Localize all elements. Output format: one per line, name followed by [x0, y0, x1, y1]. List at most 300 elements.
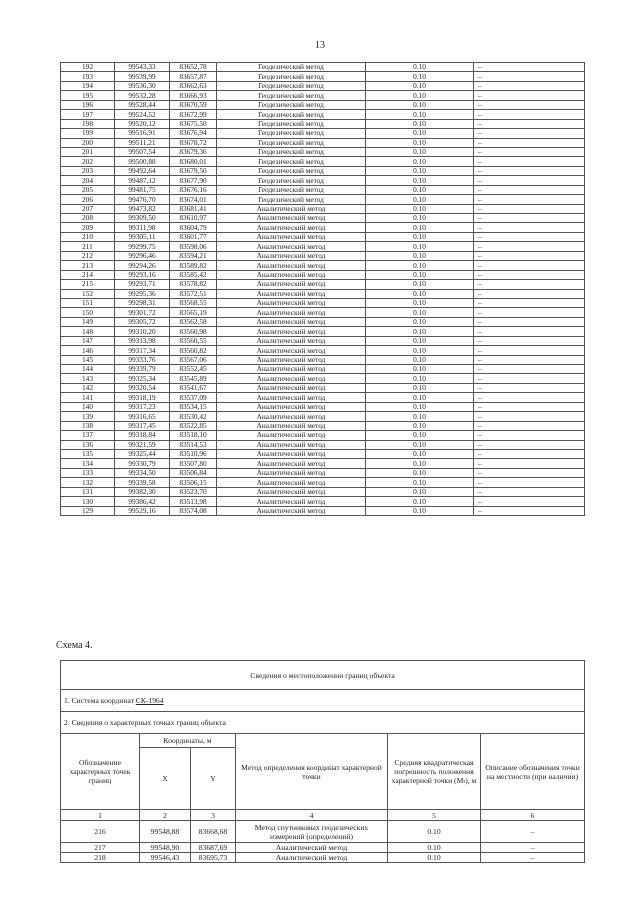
table-cell: 0.10	[366, 365, 474, 374]
table-cell: 99334,50	[115, 468, 170, 477]
table-cell: –	[474, 289, 585, 298]
table-cell: 148	[61, 327, 115, 336]
table-cell: –	[474, 327, 585, 336]
table-cell: 83594,21	[170, 251, 217, 260]
table-cell: Геодезический метод	[217, 63, 366, 72]
table-cell: –	[474, 346, 585, 355]
table-cell: 99330,79	[115, 459, 170, 468]
table-row	[61, 506, 585, 515]
table-cell: 99309,50	[115, 214, 170, 223]
table-cell: 99520,12	[115, 119, 170, 128]
table-cell: 144	[61, 365, 115, 374]
table-cell: Геодезический метод	[217, 157, 366, 166]
table-cell: 99293,71	[115, 280, 170, 289]
table-cell: 99473,82	[115, 204, 170, 213]
table-cell: 99339,79	[115, 365, 170, 374]
table-row	[61, 63, 585, 72]
table-row	[61, 449, 585, 458]
table-cell: 83518,10	[170, 431, 217, 440]
table-cell: 83560,98	[170, 327, 217, 336]
table-cell: Аналитический метод	[236, 853, 388, 863]
table-cell: 83545,89	[170, 374, 217, 383]
table-cell: 0.10	[366, 138, 474, 147]
table-cell: 202	[61, 157, 115, 166]
table-cell: 99536,30	[115, 81, 170, 90]
table-row	[61, 440, 585, 449]
table-cell: Аналитический метод	[217, 440, 366, 449]
table-cell: Аналитический метод	[217, 402, 366, 411]
table-cell: 207	[61, 204, 115, 213]
table-cell: 212	[61, 251, 115, 260]
table-cell: 0.10	[366, 383, 474, 392]
table-row	[61, 487, 585, 496]
table-cell: Геодезический метод	[217, 81, 366, 90]
table-cell: 83567,06	[170, 355, 217, 364]
table-cell: –	[474, 242, 585, 251]
table-cell: 99311,98	[115, 223, 170, 232]
table-cell: 209	[61, 223, 115, 232]
table-cell: 99305,72	[115, 317, 170, 326]
table-cell: 83552,45	[170, 365, 217, 374]
table-cell: Аналитический метод	[217, 308, 366, 317]
table-cell: –	[474, 431, 585, 440]
table-cell: 151	[61, 298, 115, 307]
table-cell: –	[474, 251, 585, 260]
table-cell: 99325,34	[115, 374, 170, 383]
table-cell: Геодезический метод	[217, 195, 366, 204]
table-cell: 99543,33	[115, 63, 170, 72]
table-cell: 210	[61, 232, 115, 241]
table-cell: –	[474, 440, 585, 449]
table-cell: –	[474, 459, 585, 468]
table-row	[61, 327, 585, 336]
table-cell: 0.10	[366, 100, 474, 109]
coordinate-system-name: СК-1964	[135, 696, 164, 705]
table-cell: 205	[61, 185, 115, 194]
table-cell: 99293,16	[115, 270, 170, 279]
table-cell: Аналитический метод	[217, 251, 366, 260]
table-row	[61, 365, 585, 374]
table-cell: 213	[61, 261, 115, 270]
table-cell: –	[474, 497, 585, 506]
table-row	[61, 214, 585, 223]
table-cell: 0.10	[366, 63, 474, 72]
table-cell: 0.10	[366, 317, 474, 326]
table-cell: 141	[61, 393, 115, 402]
table-cell: 83657,87	[170, 72, 217, 81]
header-description: Описание обозначения точки на местности (при наличии)	[481, 734, 585, 810]
table-cell: 83670,59	[170, 100, 217, 109]
table-row	[61, 270, 585, 279]
table-cell: Аналитический метод	[217, 431, 366, 440]
table-cell: 146	[61, 346, 115, 355]
column-number: 2	[140, 810, 191, 821]
coordinate-system	[61, 690, 585, 712]
table-cell: 194	[61, 81, 115, 90]
table-cell: 0.10	[366, 185, 474, 194]
table-cell: 99313,98	[115, 336, 170, 345]
table-cell: 99382,30	[115, 487, 170, 496]
table-cell: Аналитический метод	[217, 327, 366, 336]
table-row	[61, 147, 585, 156]
table-cell: 83560,82	[170, 346, 217, 355]
table-row	[61, 431, 585, 440]
table-cell: 83585,42	[170, 270, 217, 279]
table-cell: 0.10	[366, 478, 474, 487]
table-row	[61, 185, 585, 194]
table-row	[61, 261, 585, 270]
table-cell: –	[474, 402, 585, 411]
table-cell: 130	[61, 497, 115, 506]
table-cell: 99524,52	[115, 110, 170, 119]
table-cell: 99476,70	[115, 195, 170, 204]
table-cell: 0.10	[366, 242, 474, 251]
table-cell: 0.10	[366, 346, 474, 355]
column-number: 3	[191, 810, 236, 821]
table-row	[61, 459, 585, 468]
table-cell: Аналитический метод	[217, 497, 366, 506]
table-cell: 216	[61, 821, 140, 843]
table-cell: 129	[61, 506, 115, 515]
table-cell: Аналитический метод	[217, 468, 366, 477]
table-cell: Аналитический метод	[217, 261, 366, 270]
table-cell: 0.10	[366, 393, 474, 402]
column-number: 6	[481, 810, 585, 821]
table-cell: –	[474, 147, 585, 156]
table-cell: 0.10	[366, 308, 474, 317]
table-cell: 99294,26	[115, 261, 170, 270]
column-number: 4	[236, 810, 388, 821]
table-cell: Аналитический метод	[217, 506, 366, 515]
table-cell: 0.10	[388, 853, 481, 863]
table-cell: 83530,42	[170, 412, 217, 421]
coordinates-table	[60, 62, 585, 516]
table-cell: 0.10	[366, 270, 474, 279]
table-cell: Геодезический метод	[217, 119, 366, 128]
table-cell: 0.10	[366, 119, 474, 128]
table-row	[61, 421, 585, 430]
table-cell: 99511,21	[115, 138, 170, 147]
table-cell: 83560,55	[170, 336, 217, 345]
table-cell: 0.10	[366, 412, 474, 421]
table-cell: 83598,06	[170, 242, 217, 251]
table-cell: 0.10	[366, 468, 474, 477]
table-cell: 199	[61, 129, 115, 138]
table-row	[61, 298, 585, 307]
table-cell: 138	[61, 421, 115, 430]
table-cell: Аналитический метод	[217, 365, 366, 374]
table-row	[61, 166, 585, 175]
table-cell: Аналитический метод	[217, 242, 366, 251]
table-cell: 83676,16	[170, 185, 217, 194]
table-cell: 203	[61, 166, 115, 175]
table-cell: –	[474, 166, 585, 175]
table-row	[61, 232, 585, 241]
table-cell: 83601,77	[170, 232, 217, 241]
column-numbers-row	[61, 810, 585, 821]
table-cell: 140	[61, 402, 115, 411]
table-cell: Геодезический метод	[217, 129, 366, 138]
table-cell: 147	[61, 336, 115, 345]
table-cell: Аналитический метод	[217, 232, 366, 241]
table-row	[61, 119, 585, 128]
table-cell: Аналитический метод	[217, 421, 366, 430]
table-cell: 143	[61, 374, 115, 383]
header-coordinates: Координаты, м	[140, 734, 236, 748]
table-cell: –	[474, 336, 585, 345]
table-cell: 83572,51	[170, 289, 217, 298]
table-cell: 99317,34	[115, 346, 170, 355]
table-cell: 0.10	[366, 261, 474, 270]
table-row	[61, 843, 585, 853]
table-cell: –	[474, 261, 585, 270]
column-number: 1	[61, 810, 140, 821]
page-number: 13	[315, 40, 325, 51]
table-cell: 0.10	[366, 280, 474, 289]
schema-label: Схема 4.	[56, 640, 93, 651]
table-cell: 193	[61, 72, 115, 81]
section-title: 2. Сведения о характерных точках границ объекта	[61, 712, 585, 734]
table-cell: 201	[61, 147, 115, 156]
table-cell: 0.10	[366, 72, 474, 81]
table-cell: 0.10	[366, 431, 474, 440]
table-cell: 145	[61, 355, 115, 364]
table-cell: –	[474, 176, 585, 185]
table-cell: 83562,58	[170, 317, 217, 326]
table-row	[61, 821, 585, 843]
table-cell: 83534,15	[170, 402, 217, 411]
table-cell: Аналитический метод	[217, 289, 366, 298]
table-row	[61, 497, 585, 506]
table-cell: 99516,91	[115, 129, 170, 138]
table-cell: Аналитический метод	[217, 459, 366, 468]
table-cell: 83610,97	[170, 214, 217, 223]
table-cell: 0.10	[366, 421, 474, 430]
table-cell: 83574,08	[170, 506, 217, 515]
table-cell: 83679,36	[170, 147, 217, 156]
header-y: Y	[191, 748, 236, 810]
table-cell: Аналитический метод	[217, 214, 366, 223]
table-cell: 83662,63	[170, 81, 217, 90]
table-cell: 0.10	[366, 327, 474, 336]
table-cell: 139	[61, 412, 115, 421]
table-cell: Аналитический метод	[217, 374, 366, 383]
table-cell: 83675,50	[170, 119, 217, 128]
table-cell: 99548,88	[140, 821, 191, 843]
table-row	[61, 402, 585, 411]
table-row	[61, 176, 585, 185]
table-cell: 135	[61, 449, 115, 458]
table-cell: 214	[61, 270, 115, 279]
table-cell: 0.10	[366, 506, 474, 515]
table-cell: 83679,50	[170, 166, 217, 175]
table-cell: –	[474, 449, 585, 458]
table-cell: 83677,90	[170, 176, 217, 185]
table-cell: Геодезический метод	[217, 166, 366, 175]
header-method: Метод определения координат характерной точки	[236, 734, 388, 810]
table-cell: 0.10	[366, 355, 474, 364]
table-cell: 99487,12	[115, 176, 170, 185]
table-cell: 192	[61, 63, 115, 72]
table-cell: Аналитический метод	[217, 355, 366, 364]
table-cell: 99386,42	[115, 497, 170, 506]
table-cell: 83506,15	[170, 478, 217, 487]
table-cell: 206	[61, 195, 115, 204]
table-cell: 131	[61, 487, 115, 496]
table-cell: Геодезический метод	[217, 110, 366, 119]
table-cell: 217	[61, 843, 140, 853]
table-cell: 99316,65	[115, 412, 170, 421]
table-cell: 83680,01	[170, 157, 217, 166]
table-cell: –	[474, 355, 585, 364]
table-cell: 0.10	[366, 298, 474, 307]
table-cell: 83578,82	[170, 280, 217, 289]
table-cell: Метод спутниковых геодезических измерений (определений)	[236, 821, 388, 843]
table-title: Сведения о местоположении границ объекта	[61, 661, 585, 690]
table-row	[61, 138, 585, 147]
table-cell: 99325,44	[115, 449, 170, 458]
table-cell: –	[474, 478, 585, 487]
table-cell: 0.10	[366, 166, 474, 175]
table-row	[61, 289, 585, 298]
table-cell: 0.10	[366, 91, 474, 100]
table-cell: 0.10	[366, 232, 474, 241]
table-cell: 132	[61, 478, 115, 487]
table-row	[61, 91, 585, 100]
table-cell: 0.10	[366, 110, 474, 119]
table-cell: 83568,55	[170, 298, 217, 307]
table-cell: –	[474, 374, 585, 383]
table-cell: 0.10	[366, 374, 474, 383]
table-cell: –	[474, 232, 585, 241]
table-cell: Аналитический метод	[217, 317, 366, 326]
table-row	[61, 242, 585, 251]
table-cell: –	[481, 821, 585, 843]
table-cell: 83589,82	[170, 261, 217, 270]
table-cell: 99301,72	[115, 308, 170, 317]
table-row	[61, 317, 585, 326]
table-cell: 198	[61, 119, 115, 128]
table-cell: 99339,58	[115, 478, 170, 487]
table-cell: 83523,70	[170, 487, 217, 496]
table-cell: Аналитический метод	[217, 449, 366, 458]
table-cell: Геодезический метод	[217, 100, 366, 109]
table-cell: 83668,68	[191, 821, 236, 843]
table-cell: Геодезический метод	[217, 138, 366, 147]
table-cell: 0.10	[366, 289, 474, 298]
header-point: Обозначение характерных точек границ	[61, 734, 140, 810]
table-cell: 0.10	[388, 821, 481, 843]
table-cell: 83652,78	[170, 63, 217, 72]
table-cell: –	[474, 223, 585, 232]
table-cell: 99296,46	[115, 251, 170, 260]
table-cell: 99299,75	[115, 242, 170, 251]
table-row	[61, 412, 585, 421]
table-cell: 99333,76	[115, 355, 170, 364]
table-cell: 0.10	[366, 440, 474, 449]
table-row	[61, 346, 585, 355]
table-cell: 149	[61, 317, 115, 326]
table-cell: 0.10	[366, 336, 474, 345]
table-row	[61, 195, 585, 204]
table-cell: 83676,94	[170, 129, 217, 138]
table-cell: 99295,36	[115, 289, 170, 298]
table-cell: 99481,75	[115, 185, 170, 194]
table-cell: –	[474, 421, 585, 430]
table-cell: –	[474, 72, 585, 81]
table-cell: –	[474, 129, 585, 138]
table-cell: 204	[61, 176, 115, 185]
table-cell: 150	[61, 308, 115, 317]
table-cell: 0.10	[366, 223, 474, 232]
table-row	[61, 81, 585, 90]
table-cell: Геодезический метод	[217, 185, 366, 194]
table-cell: –	[474, 412, 585, 421]
header-x: X	[140, 748, 191, 810]
table-cell: 99305,11	[115, 232, 170, 241]
table-cell: –	[474, 317, 585, 326]
table-cell: 0.10	[366, 204, 474, 213]
table-cell: –	[474, 119, 585, 128]
table-cell: 152	[61, 289, 115, 298]
table-cell: 0.10	[366, 157, 474, 166]
column-number: 5	[388, 810, 481, 821]
table-cell: 0.10	[366, 251, 474, 260]
table-cell: 83514,53	[170, 440, 217, 449]
table-cell: –	[474, 308, 585, 317]
table-cell: 0.10	[366, 449, 474, 458]
table-cell: 83541,67	[170, 383, 217, 392]
table-cell: Аналитический метод	[217, 412, 366, 421]
table-cell: 211	[61, 242, 115, 251]
table-cell: 99546,43	[140, 853, 191, 863]
table-cell: 208	[61, 214, 115, 223]
table-cell: –	[474, 214, 585, 223]
table-row	[61, 110, 585, 119]
table-cell: –	[474, 110, 585, 119]
table-cell: 133	[61, 468, 115, 477]
table-cell: 99528,44	[115, 100, 170, 109]
table-cell: 83674,01	[170, 195, 217, 204]
table-cell: 99310,20	[115, 327, 170, 336]
table-cell: 99317,23	[115, 402, 170, 411]
table-row	[61, 853, 585, 863]
table-cell: 0.10	[366, 402, 474, 411]
table-row	[61, 204, 585, 213]
table-cell: Аналитический метод	[217, 280, 366, 289]
table-row	[61, 157, 585, 166]
table-cell: 83565,19	[170, 308, 217, 317]
table-cell: 99548,90	[140, 843, 191, 853]
table-cell: 99320,54	[115, 383, 170, 392]
table-row	[61, 478, 585, 487]
table-cell: Аналитический метод	[217, 298, 366, 307]
table-cell: –	[474, 393, 585, 402]
table-row	[61, 223, 585, 232]
table-cell: –	[474, 195, 585, 204]
table-cell: 0.10	[366, 195, 474, 204]
table-cell: Геодезический метод	[217, 147, 366, 156]
table-cell: 99492,64	[115, 166, 170, 175]
table-cell: –	[474, 63, 585, 72]
table-cell: 0.10	[366, 459, 474, 468]
table-row	[61, 336, 585, 345]
table-row	[61, 72, 585, 81]
table-row	[61, 374, 585, 383]
table-cell: 83510,96	[170, 449, 217, 458]
table-cell: 83604,79	[170, 223, 217, 232]
table-cell: 0.10	[366, 176, 474, 185]
